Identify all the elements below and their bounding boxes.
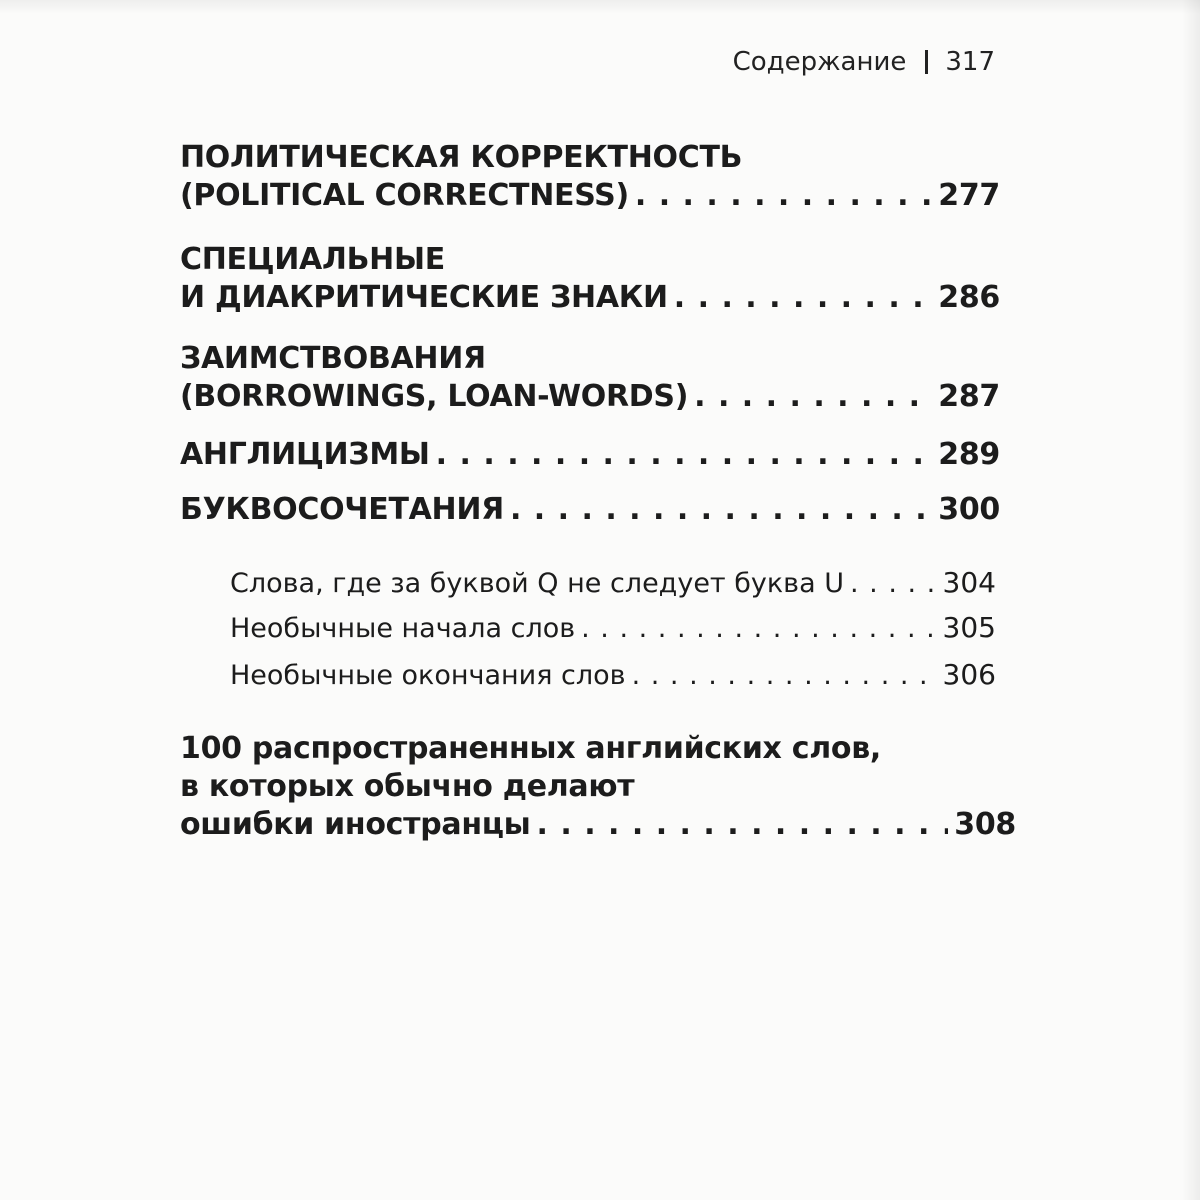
header-separator	[925, 50, 928, 74]
toc-entry-common-english-words[interactable]	[180, 730, 1016, 844]
toc-entry-title: (POLITICAL CORRECTNESS)	[180, 178, 629, 213]
toc-entry-political-correctness[interactable]	[180, 139, 1000, 215]
toc-entry-title: Необычные окончания слов	[230, 660, 626, 691]
toc-entry-borrowings[interactable]	[180, 340, 1000, 416]
toc-entry-title: СПЕЦИАЛЬНЫЕ	[180, 242, 445, 277]
toc-page-number: 287	[938, 379, 1000, 414]
toc-subentry-q-without-u[interactable]	[230, 565, 996, 602]
toc-page-number: 304	[942, 566, 996, 599]
dot-leader	[694, 378, 932, 416]
toc-entry-title: АНГЛИЦИЗМЫ	[180, 437, 430, 472]
dot-leader	[632, 658, 937, 694]
section-title: Содержание	[732, 47, 907, 77]
toc-entry-title: Необычные начала слов	[230, 613, 576, 644]
toc-entry-line	[180, 378, 1000, 416]
toc-entry-line	[230, 610, 996, 647]
dot-leader	[674, 279, 932, 317]
toc-entry-line	[180, 806, 1016, 844]
toc-entry-line	[180, 177, 1000, 215]
toc-entry-title: в которых обычно делают	[180, 769, 635, 804]
toc-subentry-unusual-endings[interactable]	[230, 657, 996, 694]
toc-entry-title: БУКВОСОЧЕТАНИЯ	[180, 492, 504, 527]
toc-entry-line	[180, 279, 1000, 317]
running-header	[733, 40, 995, 84]
toc-entry-line	[180, 139, 1000, 177]
toc-page-number: 286	[938, 280, 1000, 315]
page-shadow-top	[0, 0, 1200, 14]
toc-page-number: 300	[938, 492, 1000, 527]
dot-leader	[635, 177, 932, 215]
toc-entry-anglicisms[interactable]	[180, 436, 1000, 474]
toc-entry-special-marks[interactable]	[180, 241, 1000, 317]
toc-entry-title: 100 распространенных английских слов,	[180, 731, 881, 766]
toc-entry-line	[180, 768, 1016, 806]
toc-entry-line	[230, 657, 996, 694]
toc-entry-title: Слова, где за буквой Q не следует буква U	[230, 568, 844, 599]
dot-leader	[510, 491, 932, 529]
toc-entry-line	[230, 565, 996, 602]
toc-entry-line	[180, 491, 1000, 529]
dot-leader	[436, 436, 933, 474]
toc-page-number: 289	[938, 437, 1000, 472]
toc-entry-title: ПОЛИТИЧЕСКАЯ КОРРЕКТНОСТЬ	[180, 140, 743, 175]
toc-page-number: 305	[942, 611, 996, 644]
dot-leader	[850, 566, 937, 602]
page-shadow-right	[1182, 0, 1200, 1200]
toc-entry-title: ошибки иностранцы	[180, 807, 531, 842]
toc-page-number: 306	[942, 658, 996, 691]
toc-entry-line	[180, 241, 1000, 279]
toc-entry-title: ЗАИМСТВОВАНИЯ	[180, 341, 486, 376]
dot-leader	[537, 806, 949, 844]
toc-page-number: 277	[938, 178, 1000, 213]
toc-entry-title: И ДИАКРИТИЧЕСКИЕ ЗНАКИ	[180, 280, 668, 315]
toc-entry-title: (BORROWINGS, LOAN-WORDS)	[180, 379, 689, 414]
toc-page-number: 308	[954, 807, 1016, 842]
toc-entry-line	[180, 730, 1016, 768]
toc-entry-line	[180, 340, 1000, 378]
toc-entry-letter-combinations[interactable]	[180, 491, 1000, 529]
toc-subentry-unusual-beginnings[interactable]	[230, 610, 996, 647]
page-number: 317	[945, 47, 995, 77]
dot-leader	[581, 611, 936, 647]
toc-entry-line	[180, 436, 1000, 474]
